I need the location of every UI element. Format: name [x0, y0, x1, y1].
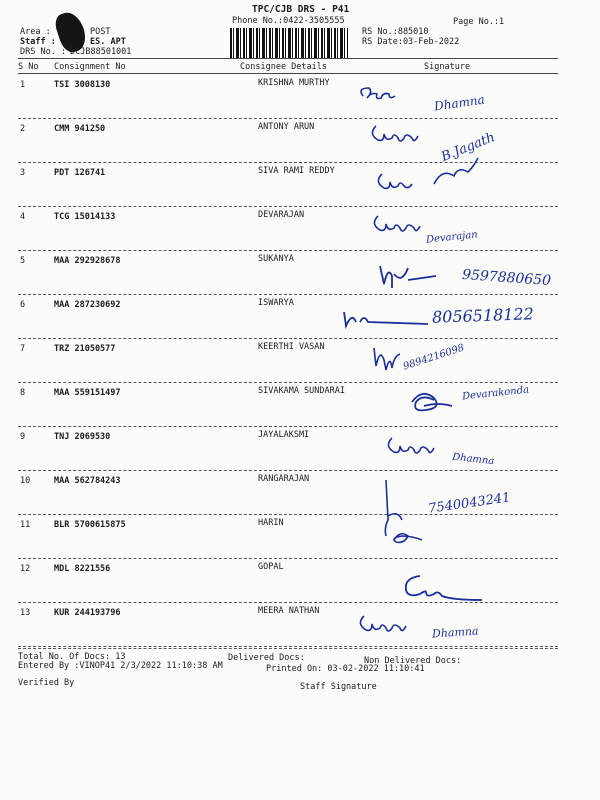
consignment-number: TRZ 21050577 [54, 344, 116, 354]
delivered-docs: Delivered Docs: [228, 653, 305, 663]
handwriting-row-4: Devarajan [425, 229, 479, 246]
staff-signature: Staff Signature [300, 682, 377, 692]
row-number: 1 [20, 80, 26, 90]
consignment-number: PDT 126741 [54, 168, 106, 178]
rs-date: RS Date:03-Feb-2022 [362, 37, 460, 47]
signature-row-5 [376, 262, 466, 296]
non-delivered-docs: Non Delivered Docs: [364, 656, 462, 666]
phone-number: Phone No.:0422-3505555 [232, 16, 345, 26]
staff-value: ES. APT [90, 37, 126, 47]
verified-by: Verified By [18, 678, 75, 688]
row-divider [18, 338, 558, 339]
consignee-name: DEVARAJAN [258, 210, 305, 220]
row-divider [18, 558, 558, 559]
handwriting-row-9: Dhamna [451, 451, 495, 468]
consignee-name: JAYALAKSMI [258, 430, 310, 440]
handwriting-row-10: 7540043241 [427, 490, 512, 517]
consignment-number: BLR 5700615875 [54, 520, 126, 530]
drs-label: DRS No. : [20, 47, 67, 57]
consignee-name: HARIN [258, 518, 284, 528]
signature-row-6 [340, 308, 440, 336]
rs-number: RS No.:885010 [362, 27, 429, 37]
row-divider [18, 294, 558, 295]
row-number: 13 [20, 608, 31, 618]
row-number: 12 [20, 564, 31, 574]
staff-label: Staff : [20, 37, 56, 47]
consignment-number: TNJ 2069530 [54, 432, 111, 442]
consignee-name: ANTONY ARUN [258, 122, 315, 132]
consignment-number: MAA 292928678 [54, 256, 121, 266]
row-number: 11 [20, 520, 31, 530]
signature-row-10 [378, 476, 438, 560]
consignee-name: SUKANYA [258, 254, 294, 264]
row-divider [18, 426, 558, 427]
printed-on: Printed On: 03-02-2022 11:10:41 [266, 664, 425, 674]
handwriting-row-13: Dhamna [431, 624, 479, 641]
consignee-name: GOPAL [258, 562, 284, 572]
area-value: POST [90, 27, 111, 37]
handwriting-row-5: 9597880650 [461, 266, 552, 290]
signature-row-13 [356, 608, 436, 642]
column-sno: S No [18, 62, 39, 72]
area-label: Area : [20, 27, 51, 37]
row-divider [18, 250, 558, 251]
column-rule [18, 73, 558, 74]
consignment-number: MAA 559151497 [54, 388, 121, 398]
consignment-number: MAA 287230692 [54, 300, 121, 310]
signature-row-2 [368, 118, 448, 152]
row-number: 8 [20, 388, 26, 398]
consignee-name: ISWARYA [258, 298, 294, 308]
drs-value: DCJB88501001 [70, 47, 132, 57]
entered-by: Entered By :VINOP41 2/3/2022 11:10:38 AM [18, 661, 223, 671]
row-divider [18, 206, 558, 207]
row-divider [18, 514, 558, 515]
row-divider [18, 382, 558, 383]
consignee-name: SIVA RAMI REDDY [258, 166, 335, 176]
consignee-name: KEERTHI VASAN [258, 342, 325, 352]
page-number: Page No.:1 [453, 17, 505, 27]
row-number: 6 [20, 300, 26, 310]
consignment-number: KUR 244193796 [54, 608, 121, 618]
consignment-number: TSI 3008130 [54, 80, 111, 90]
column-consignment: Consignment No [54, 62, 126, 72]
handwriting-row-6: 8056518122 [431, 304, 535, 327]
consignee-name: MEERA NATHAN [258, 606, 320, 616]
row-divider [18, 470, 558, 471]
row-divider [18, 162, 558, 163]
row-number: 5 [20, 256, 26, 266]
handwriting-row-3: B.Jagath [439, 129, 498, 166]
consignee-name: KRISHNA MURTHY [258, 78, 330, 88]
consignment-number: MAA 562784243 [54, 476, 121, 486]
consignment-number: TCG 15014133 [54, 212, 116, 222]
consignee-name: RANGARAJAN [258, 474, 310, 484]
row-number: 3 [20, 168, 26, 178]
consignment-number: MDL 8221556 [54, 564, 111, 574]
row-number: 4 [20, 212, 26, 222]
consignee-name: SIVAKAMA SUNDARAI [258, 386, 345, 396]
handwriting-row-1: Dhamna [433, 92, 486, 114]
signature-row-3 [374, 164, 504, 204]
footer-rule [18, 648, 558, 649]
handwriting-row-8: Devarakonda [461, 384, 530, 403]
signature-row-12 [400, 570, 510, 608]
barcode [230, 28, 348, 58]
row-number: 9 [20, 432, 26, 442]
handwriting-row-7: 9894216098 [401, 342, 466, 373]
consignment-number: CMM 941250 [54, 124, 106, 134]
row-number: 10 [20, 476, 31, 486]
column-consignee: Consignee Details [240, 62, 327, 72]
column-signature: Signature [424, 62, 471, 72]
document-title: TPC/CJB DRS - P41 [252, 4, 350, 15]
row-divider [18, 646, 558, 647]
header-rule [18, 58, 558, 59]
row-number: 7 [20, 344, 26, 354]
total-docs: Total No. Of Docs: 13 [18, 652, 126, 662]
signature-row-8 [404, 388, 464, 420]
row-number: 2 [20, 124, 26, 134]
